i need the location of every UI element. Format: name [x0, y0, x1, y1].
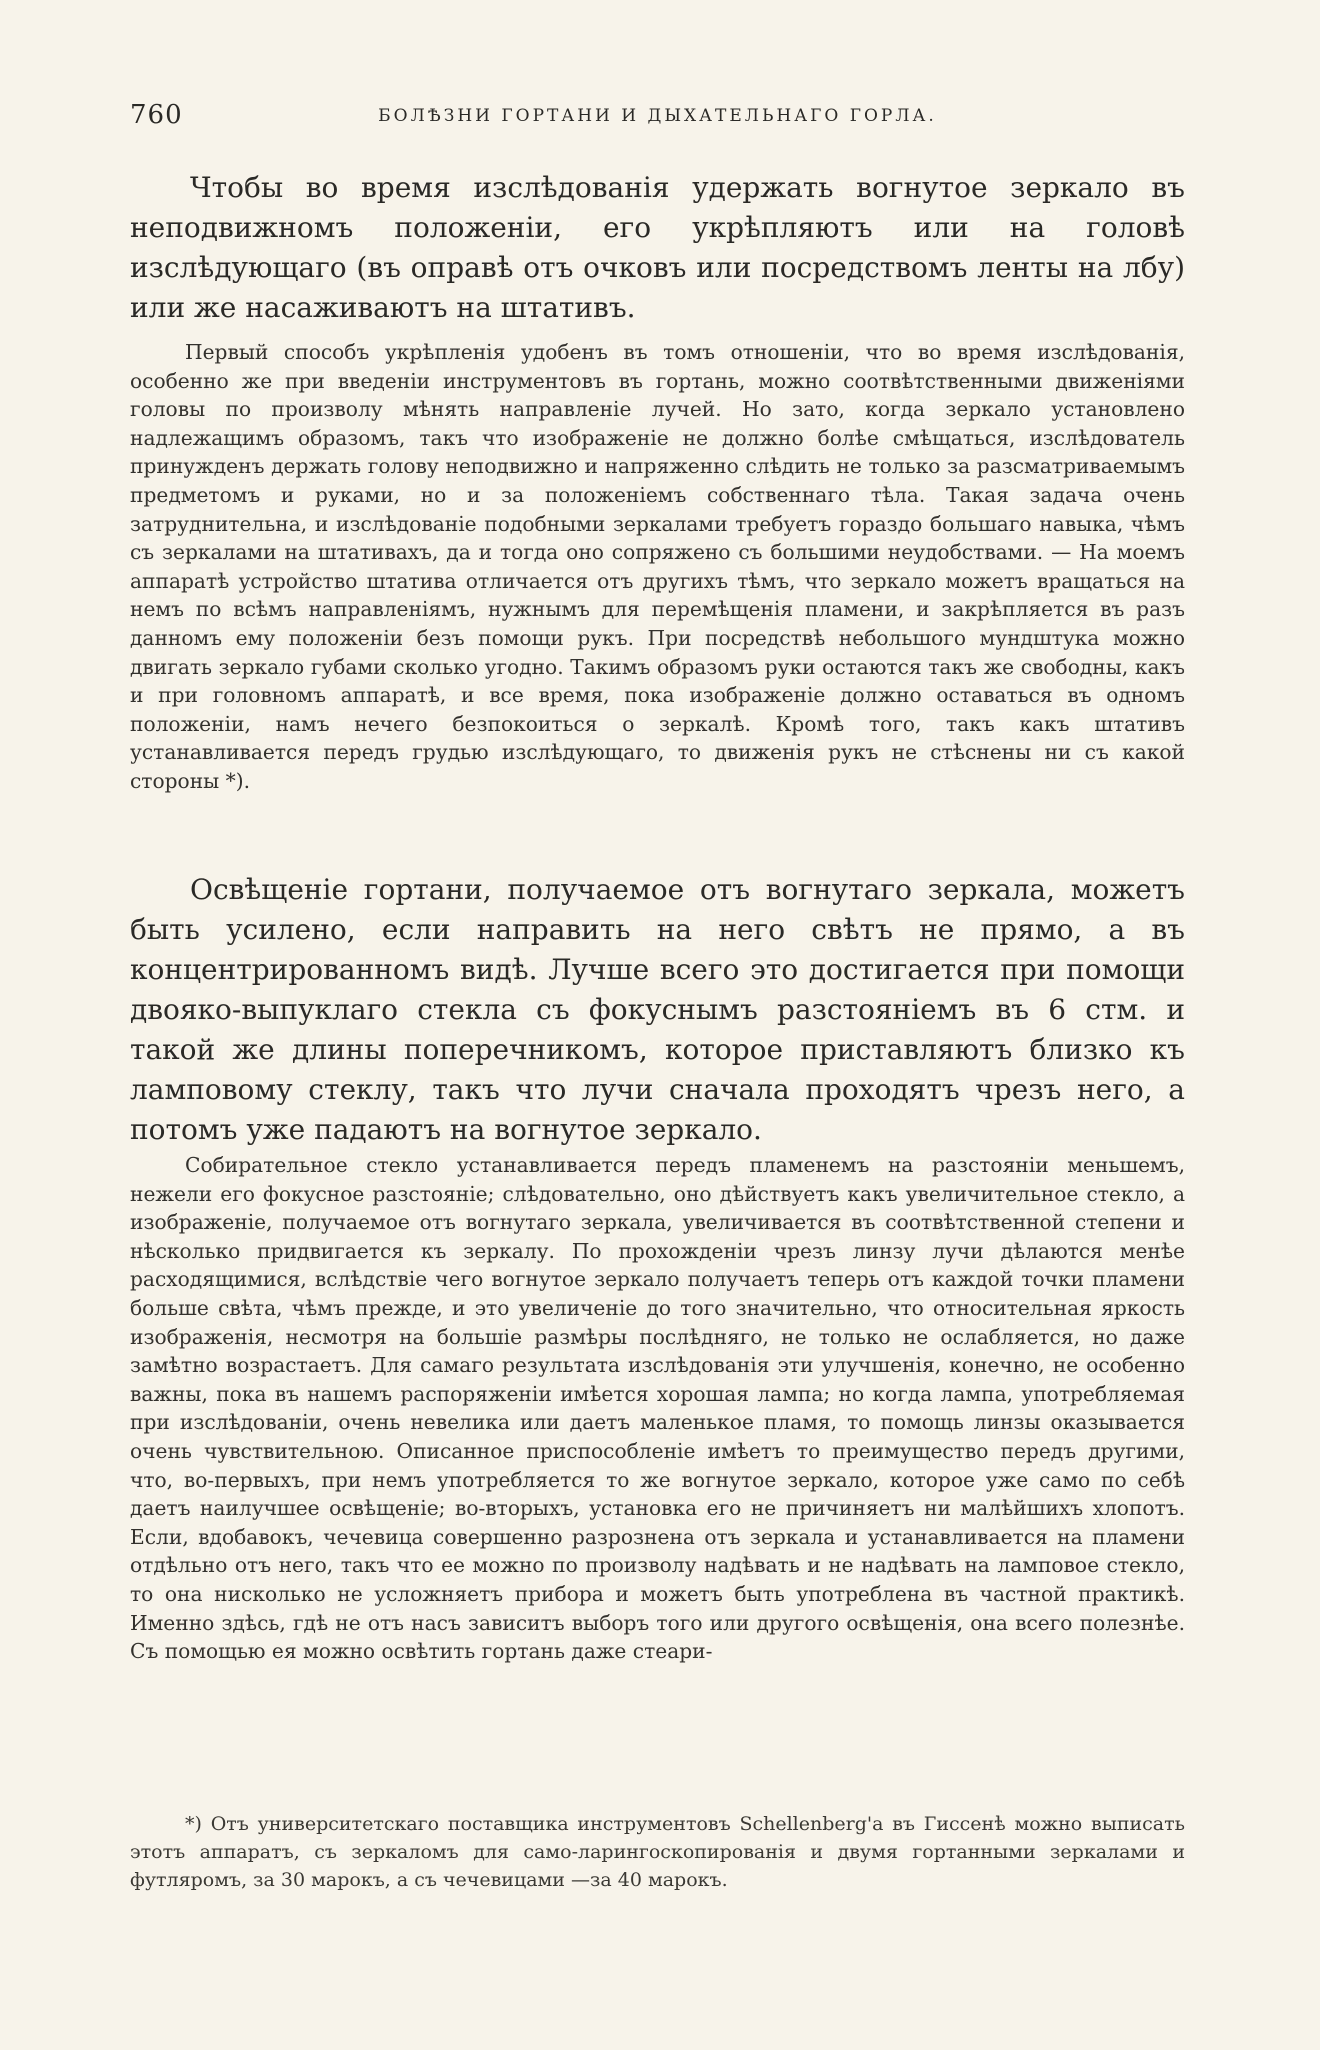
small-paragraph-condensing-lens: Собирательное стекло устанавливается передъ пламенемъ на разстояніи меньшемъ, нежели его фокусное разстояніе; слѣдовательно, оно дѣйствуетъ какъ увеличительное стекло, а изображеніе, получаемое отъ вогнутаго зеркала, увеличивается въ соотвѣтственной степени и нѣсколько придвигается къ зеркалу. По прохожденіи чрезъ линзу лучи дѣлаются менѣе расходящимися, вслѣдствіе чего вогнутое зеркало получаетъ теперь отъ каждой точки пламени больше свѣта, чѣмъ прежде, и это увеличеніе до того значительно, что относительная яркость изображенія, несмотря на большіе размѣры послѣдняго, не только не ослабляется, но даже замѣтно возрастаетъ. Для самаго результата изслѣдованія эти улучшенія, конечно, не особенно важны, пока въ нашемъ распоряженіи имѣется хорошая лампа; но когда лампа, употребляемая при изслѣдованіи, очень невелика или даетъ маленькое пламя, то помощь линзы оказывается очень чувствительною. Описанное приспособленіе имѣетъ то преимущество передъ другими, что, во-первыхъ, при немъ употребляется то же вогнутое зеркало, которое уже само по себѣ даетъ наилучшее освѣщеніе; во-вторыхъ, установка его не причиняетъ ни малѣйшихъ хлопотъ. Если, вдобавокъ, чечевица совершенно разрознена отъ зеркала и устанавливается на пламени отдѣльно отъ него, такъ что ее можно по произволу надѣвать и не надѣвать на ламповое стекло, то она нисколько не усложняетъ прибора и можетъ быть употреблена въ частной практикѣ. Именно здѣсь, гдѣ не отъ насъ зависитъ выборъ того или другого освѣщенія, она всего полезнѣе. Съ помощью ея можно освѣтить гортань даже стеари-	[130, 1153, 1185, 1664]
footnote-schellenberg: *) Отъ университетскаго поставщика инструментовъ Schellenberg'а въ Гиссенѣ можно выписать этотъ аппаратъ, съ зеркаломъ для само-ларингоскопированія и двумя гортанными зеркалами и футляромъ, за 30 марокъ, а съ чечевицами —за 40 марокъ.	[130, 1813, 1185, 1891]
page-number: 760	[130, 100, 183, 130]
running-title: БОЛѢЗНИ ГОРТАНИ И ДЫХАТЕЛЬНАГО ГОРЛА.	[378, 106, 937, 126]
small-paragraph-mounting-methods: Первый способъ укрѣпленія удобенъ въ томъ отношеніи, что во время изслѣдованія, особенно же при введеніи инструментовъ въ гортань, можно соотвѣтственными движеніями головы по произволу мѣнять направленіе лучей. Но зато, когда зеркало установлено надлежащимъ образомъ, такъ что изображеніе не должно болѣе смѣщаться, изслѣдователь принужденъ держать голову неподвижно и напряженно слѣдить не только за разсматриваемымъ предметомъ и руками, но и за положеніемъ собственнаго тѣла. Такая задача очень затруднительна, и изслѣдованіе подобными зеркалами требуетъ гораздо большаго навыка, чѣмъ съ зеркалами на штативахъ, да и тогда оно сопряжено съ большими неудобствами. — На моемъ аппаратѣ устройство штатива отличается отъ другихъ тѣмъ, что зеркало можетъ вращаться на немъ по всѣмъ направленіямъ, нужнымъ для перемѣщенія пламени, и закрѣпляется въ разъ данномъ ему положеніи безъ помощи рукъ. При посредствѣ небольшого мундштука можно двигать зеркало губами сколько угодно. Такимъ образомъ руки остаются такъ же свободны, какъ и при головномъ аппаратѣ, и все время, пока изображеніе должно оставаться въ одномъ положеніи, намъ нечего безпокоиться о зеркалѣ. Кромѣ того, такъ какъ штативъ устанавливается передъ грудью изслѣдующаго, то движенія рукъ не стѣснены ни съ какой стороны *).	[130, 340, 1185, 793]
main-paragraph-mirror-fixation: Чтобы во время изслѣдованія удержать вогнутое зеркало въ неподвижномъ положеніи, его укрѣпляютъ или на головѣ изслѣдующаго (въ оправѣ отъ очковъ или посредствомъ ленты на лбу) или же насаживаютъ на штативъ.	[130, 171, 1185, 324]
main-paragraph-illumination: Освѣщеніе гортани, получаемое отъ вогнутаго зеркала, можетъ быть усилено, если направить на него свѣтъ не прямо, а въ концентрированномъ видѣ. Лучше всего это достигается при помощи двояко-выпуклаго стекла съ фокуснымъ разстояніемъ въ 6 стм. и такой же длины поперечникомъ, которое приставляютъ близко къ ламповому стеклу, такъ что лучи сначала проходятъ чрезъ него, а потомъ уже падаютъ на вогнутое зеркало.	[130, 873, 1185, 1146]
page-header	[130, 100, 1185, 140]
document-page	[130, 100, 1185, 2000]
footnote-divider	[130, 1782, 1185, 1783]
